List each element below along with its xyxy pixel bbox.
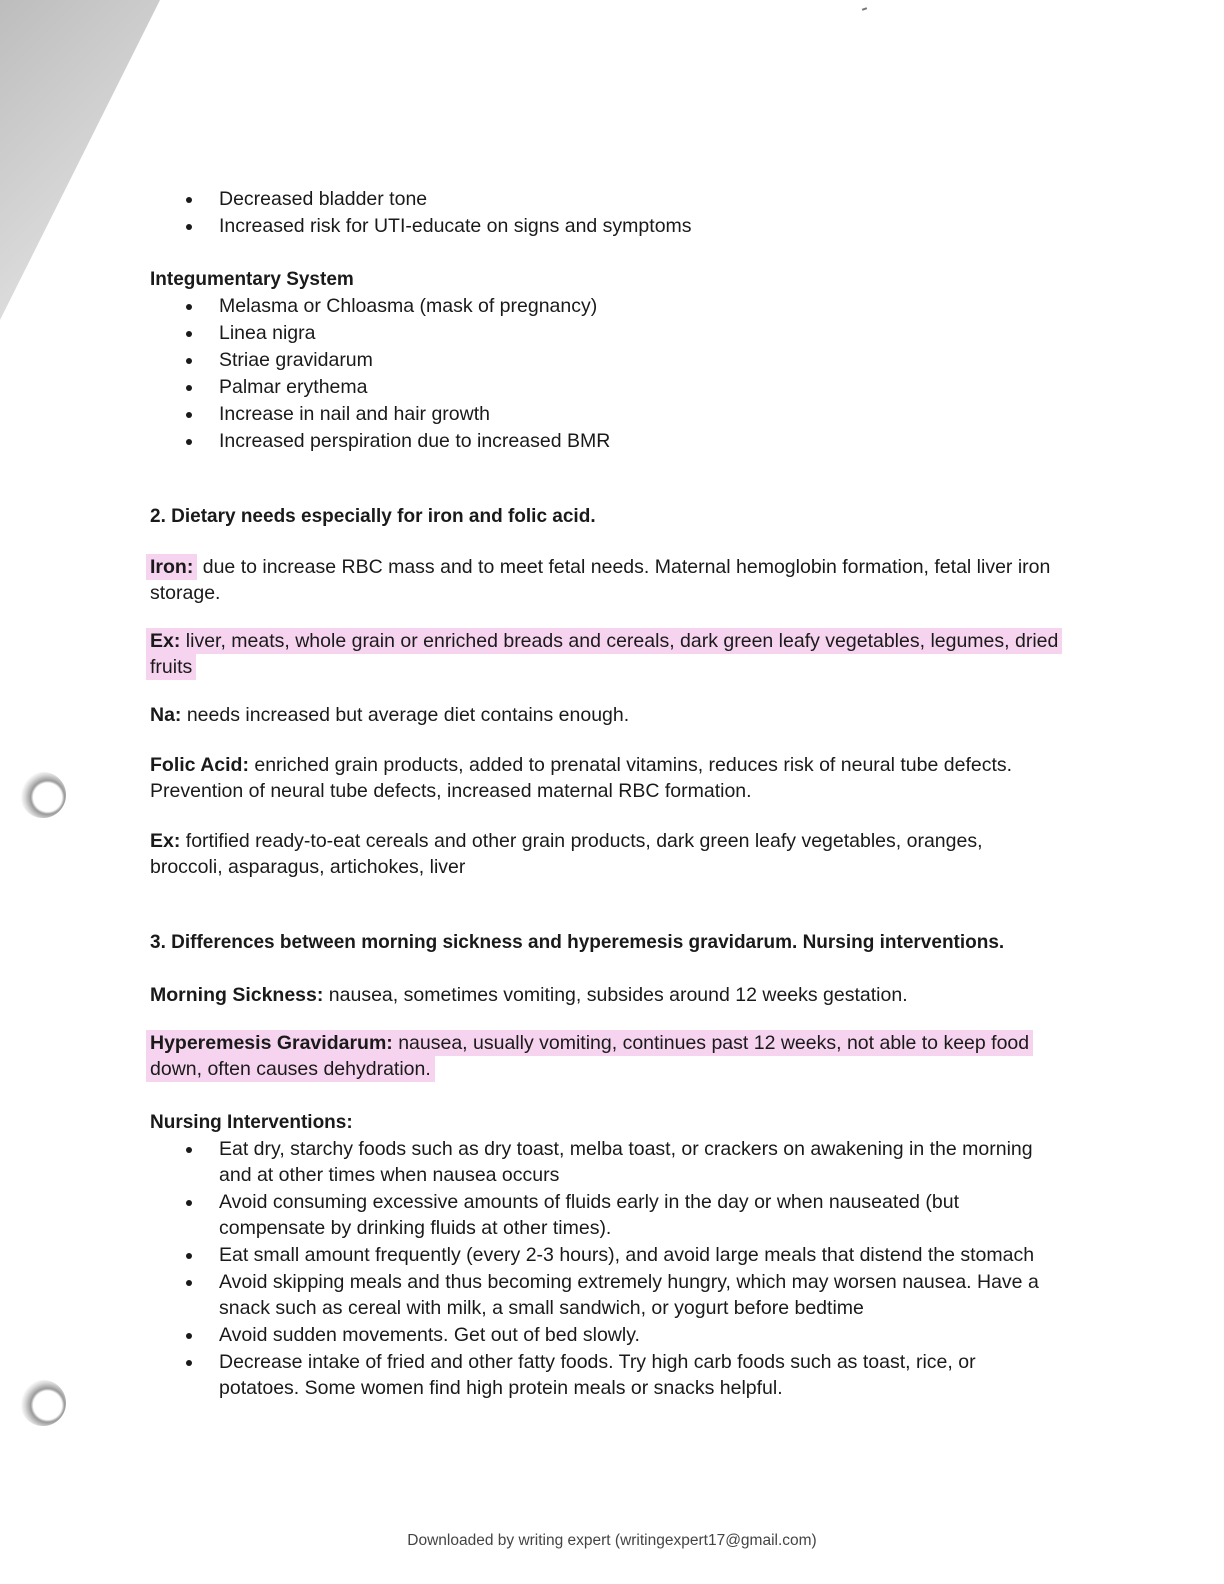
document-body xyxy=(150,180,1060,1402)
interventions-list xyxy=(150,1136,1060,1401)
iron-ex-text: liver, meats, whole grain or enriched breads and cereals, dark green leafy vegetables, legumes, dried fruits xyxy=(150,630,1059,678)
scan-speck xyxy=(862,7,867,11)
iron-paragraph xyxy=(150,554,1060,606)
morning-sickness-paragraph xyxy=(150,982,1060,1008)
integumentary-heading: Integumentary System xyxy=(150,269,354,290)
folic-examples xyxy=(150,828,1060,880)
scan-corner-shadow xyxy=(0,0,160,320)
hyper-text: nausea, usually vomiting, continues past 12 weeks, not able to keep food down, often causes dehydration. xyxy=(150,1032,1030,1080)
hyperemesis-paragraph xyxy=(150,1030,1060,1082)
folic-paragraph xyxy=(150,752,1060,804)
list-item: Eat small amount frequently (every 2-3 hours), and avoid large meals that distend the stomach xyxy=(186,1242,1060,1268)
list-item: Striae gravidarum xyxy=(186,347,1060,373)
download-footer: Downloaded by writing expert (writingexpert17@gmail.com) xyxy=(407,1532,817,1549)
punch-hole-lower xyxy=(20,1380,66,1426)
morning-label: Morning Sickness: xyxy=(150,984,324,1006)
list-item: Avoid consuming excessive amounts of fluids early in the day or when nauseated (but compensate by drinking fluids at other times). xyxy=(186,1189,1060,1241)
na-label: Na: xyxy=(150,704,182,726)
iron-ex-label: Ex: xyxy=(150,630,181,652)
iron-text: due to increase RBC mass and to meet fetal needs. Maternal hemoglobin formation, fetal liver iron storage. xyxy=(150,556,1051,604)
morning-text: nausea, sometimes vomiting, subsides around 12 weeks gestation. xyxy=(323,984,908,1006)
folic-text: enriched grain products, added to prenatal vitamins, reduces risk of neural tube defects. Prevention of neural tube defects, increased maternal RBC formation. xyxy=(150,754,1013,802)
folic-label: Folic Acid: xyxy=(150,754,249,776)
list-item: Decreased bladder tone xyxy=(186,186,1060,212)
list-item: Increase in nail and hair growth xyxy=(186,401,1060,427)
list-item: Eat dry, starchy foods such as dry toast, melba toast, or crackers on awakening in the morning and at other times when nausea occurs xyxy=(186,1136,1060,1188)
urinary-list xyxy=(150,186,1060,239)
folic-ex-text: fortified ready-to-eat cereals and other grain products, dark green leafy vegetables, oranges, broccoli, asparagus, artichokes, liver xyxy=(150,830,983,878)
list-item: Decrease intake of fried and other fatty foods. Try high carb foods such as toast, rice, or potatoes. Some women find high protein meals or snacks helpful. xyxy=(186,1349,1060,1401)
list-item: Avoid sudden movements. Get out of bed slowly. xyxy=(186,1322,1060,1348)
folic-ex-label: Ex: xyxy=(150,830,181,852)
list-item: Avoid skipping meals and thus becoming extremely hungry, which may worsen nausea. Have a snack such as cereal with milk, a small sandwich, or yogurt before bedtime xyxy=(186,1269,1060,1321)
list-item: Melasma or Chloasma (mask of pregnancy) xyxy=(186,293,1060,319)
interventions-heading: Nursing Interventions: xyxy=(150,1112,353,1133)
sodium-paragraph xyxy=(150,702,1060,728)
dietary-heading: 2. Dietary needs especially for iron and folic acid. xyxy=(150,506,596,527)
list-item: Linea nigra xyxy=(186,320,1060,346)
list-item: Palmar erythema xyxy=(186,374,1060,400)
integumentary-list xyxy=(150,293,1060,454)
punch-hole-upper xyxy=(20,772,66,818)
na-text: needs increased but average diet contains enough. xyxy=(181,704,630,726)
iron-examples xyxy=(150,628,1060,680)
list-item: Increased perspiration due to increased BMR xyxy=(186,428,1060,454)
list-item: Increased risk for UTI-educate on signs and symptoms xyxy=(186,213,1060,239)
hyper-label: Hyperemesis Gravidarum: xyxy=(150,1032,393,1054)
sickness-heading: 3. Differences between morning sickness and hyperemesis gravidarum. Nursing interventions. xyxy=(150,932,1005,953)
iron-label: Iron: xyxy=(146,554,197,580)
